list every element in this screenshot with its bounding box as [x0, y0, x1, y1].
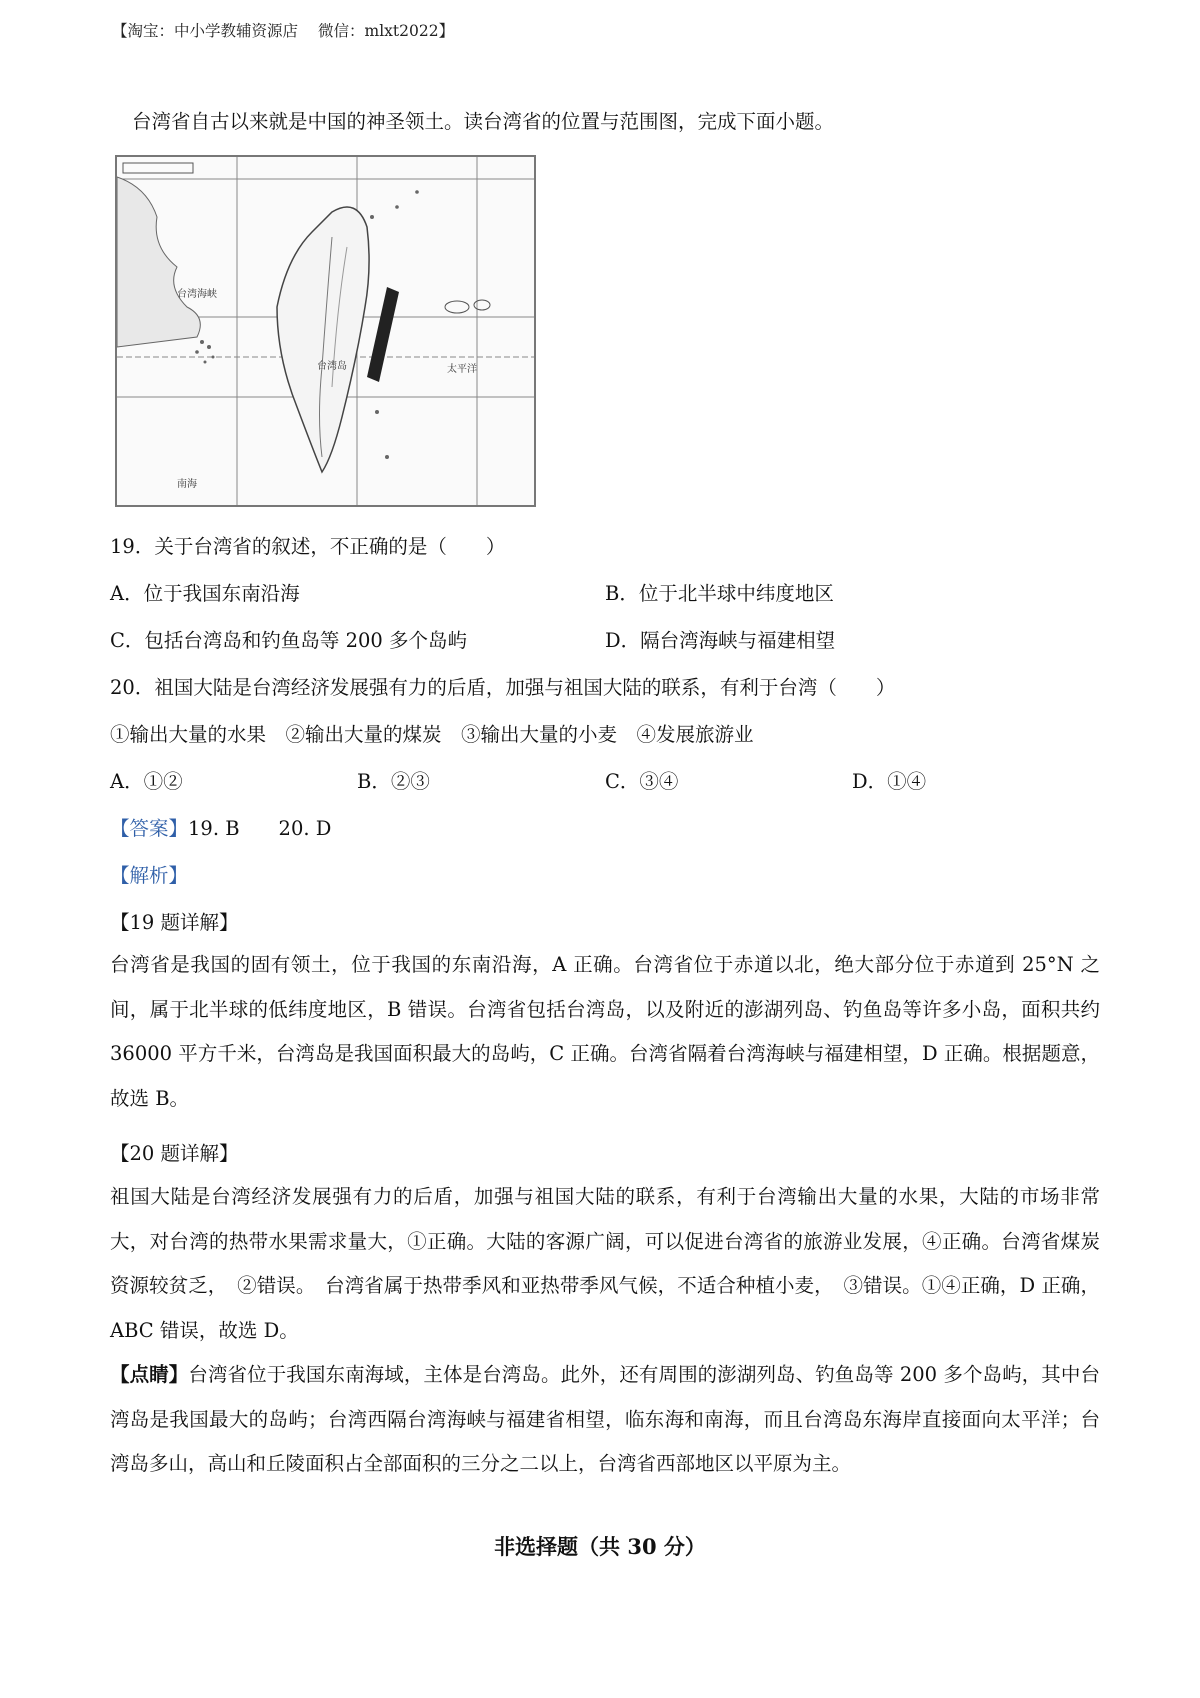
q20-items: ①输出大量的水果 ②输出大量的煤炭 ③输出大量的小麦 ④发展旅游业 [110, 723, 754, 746]
detail20-title: 【20 题详解】 [110, 1142, 239, 1165]
detail19-text: 台湾省是我国的固有领土，位于我国的东南沿海，A 正确。台湾省位于赤道以北，绝大部分位于赤道到 25°N 之间，属于北半球的低纬度地区，B 错误。台湾省包括台湾岛，以及附近的澎湖列岛、钓鱼岛等许多小岛，面积共约 36000 平方千米，台湾岛是我国面积最大的岛屿，C 正确。台湾省隔着台湾海峡与福建相望，D 正确。根据题意，故选 B。 [110, 953, 1100, 1110]
answer-tag: 【答案】 [110, 817, 189, 840]
label-pacific: 太平洋 [447, 364, 477, 375]
label-strait: 台湾海峡 [177, 289, 217, 300]
q19-option-d: D．隔台湾海峡与福建相望 [605, 629, 836, 652]
header-wechat: 微信：mlxt2022】 [318, 22, 455, 40]
label-taiwan-island: 台湾岛 [317, 361, 347, 372]
map-drawing [117, 157, 534, 505]
comment-text: 台湾省位于我国东南海域，主体是台湾岛。此外，还有周围的澎湖列岛、钓鱼岛等 200 多个岛屿，其中台湾岛是我国最大的岛屿；台湾西隔台湾海峡与福建省相望，临东海和南海，而且台湾岛东海岸直接面向太平洋；台湾岛多山，高山和丘陵面积占全部面积的三分之二以上，台湾省西部地区以平原为主。 [110, 1363, 1100, 1475]
q19-stem: 19．关于台湾省的叙述，不正确的是（ ） [110, 535, 506, 558]
q20-option-b: B．②③ [357, 770, 430, 793]
detail20-text: 祖国大陆是台湾经济发展强有力的后盾，加强与祖国大陆的联系，有利于台湾输出大量的水果，大陆的市场非常大，对台湾的热带水果需求量大，①正确。大陆的客源广阔，可以促进台湾省的旅游业发展，④正确。台湾省煤炭资源较贫乏， ②错误。 台湾省属于热带季风和亚热带季风气候，不适合种植小麦， ③错误。①④正确，D 正确，ABC 错误，故选 D。 [110, 1185, 1100, 1342]
q20-stem: 20．祖国大陆是台湾经济发展强有力的后盾，加强与祖国大陆的联系，有利于台湾（ ） [110, 676, 896, 699]
q19-option-a: A．位于我国东南沿海 [110, 582, 300, 605]
answer-text: 19. B 20. D [188, 817, 332, 840]
answer-line [110, 813, 331, 841]
section-title: 非选择题（共 30 分） [494, 1534, 706, 1559]
header-shop: 【淘宝：中小学教辅资源店 [112, 22, 299, 40]
q20-option-d: D．①④ [852, 770, 927, 793]
page-header [112, 19, 454, 41]
comment-tag: 【点睛】 [110, 1363, 189, 1386]
label-south-sea: 南海 [177, 479, 197, 490]
analysis-tag: 【解析】 [110, 864, 189, 887]
detail19-title: 【19 题详解】 [110, 911, 239, 934]
intro-text: 台湾省自古以来就是中国的神圣领土。读台湾省的位置与范围图，完成下面小题。 [132, 110, 835, 133]
q19-option-c: C．包括台湾岛和钓鱼岛等 200 多个岛屿 [110, 629, 468, 652]
comment-block [110, 1353, 1100, 1487]
taiwan-location-map [115, 155, 536, 507]
q19-option-b: B．位于北半球中纬度地区 [605, 582, 834, 605]
q20-option-c: C．③④ [605, 770, 679, 793]
q20-option-a: A．①② [110, 770, 183, 793]
